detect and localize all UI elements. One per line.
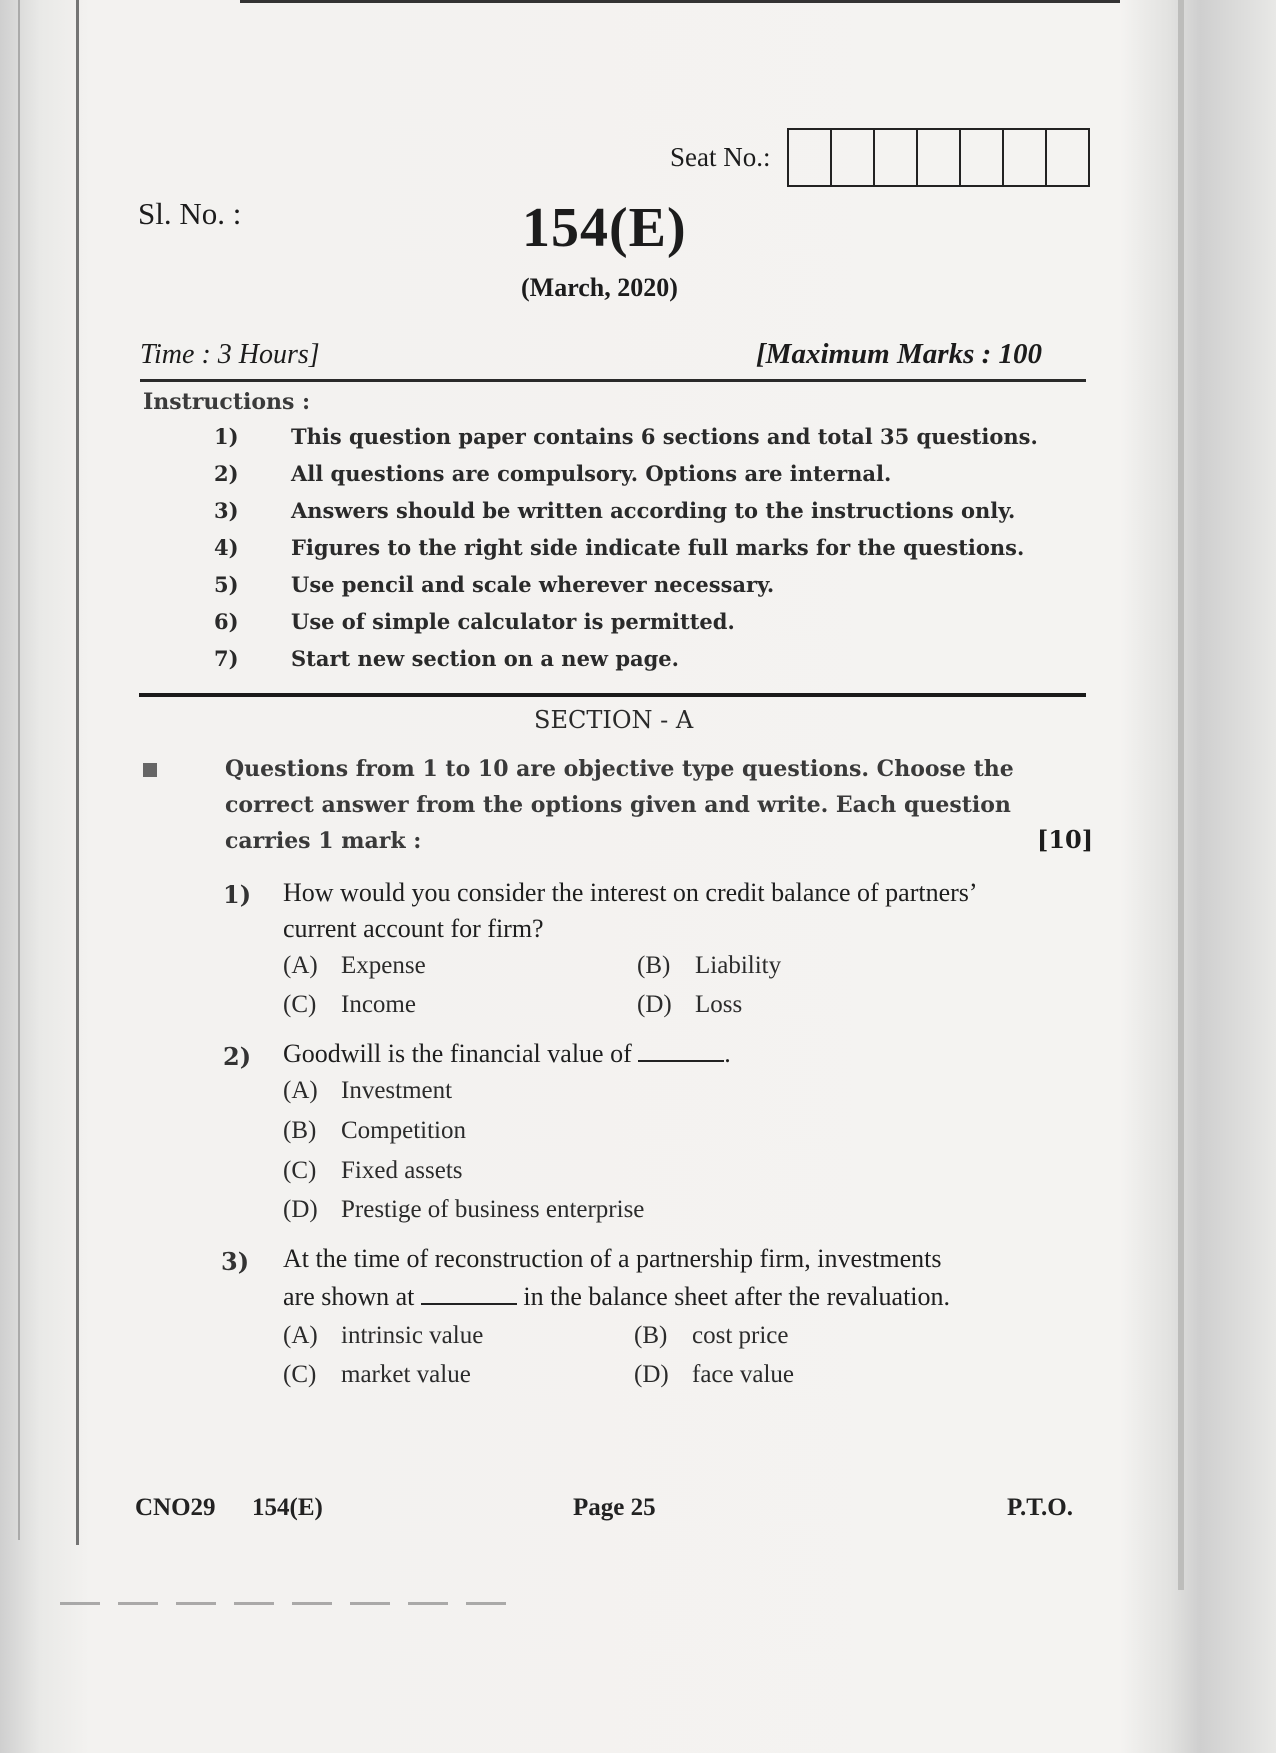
option-text: Fixed assets <box>341 1157 463 1184</box>
bottom-scan-mark <box>60 1602 520 1605</box>
question-text <box>283 1039 731 1069</box>
section-instructions <box>225 751 1014 859</box>
instructions-heading: Instructions : <box>143 389 311 415</box>
option-b <box>634 1322 788 1350</box>
option-a <box>283 1077 452 1105</box>
question-text-part: in the balance sheet after the revaluation. <box>523 1282 951 1311</box>
instruction-item <box>214 424 1038 461</box>
page-binding-line <box>76 0 79 1545</box>
option-text: intrinsic value <box>341 1322 484 1349</box>
option-c <box>283 1361 471 1389</box>
instruction-text: This question paper contains 6 sections and total 35 questions. <box>291 424 1038 449</box>
top-edge-line <box>240 0 1120 3</box>
option-text: Investment <box>341 1077 453 1104</box>
section-title: SECTION - A <box>534 706 694 734</box>
question-text: current account for firm? <box>283 914 544 943</box>
option-d <box>637 991 742 1019</box>
instructions-list <box>214 424 1038 683</box>
page-number: Page 25 <box>573 1494 656 1521</box>
question-number: 2) <box>223 1042 252 1071</box>
section-marks: [10] <box>1037 825 1094 854</box>
option-c <box>283 1157 463 1185</box>
seat-digit-box[interactable] <box>789 130 832 185</box>
question-text-part: Goodwill is the financial value of <box>283 1039 632 1068</box>
option-d <box>283 1196 644 1224</box>
instruction-text: Start new section on a new page. <box>291 646 679 671</box>
instruction-number: 3) <box>214 498 239 523</box>
instruction-number: 5) <box>214 572 239 597</box>
question-text: At the time of reconstruction of a partnership firm, investments <box>283 1244 942 1273</box>
option-label: (D) <box>634 1361 669 1388</box>
footer-code: CNO29 <box>135 1494 216 1521</box>
please-turn-over: P.T.O. <box>1007 1494 1073 1521</box>
seat-number-label: Seat No.: <box>670 142 771 172</box>
section-instruction-line: Questions from 1 to 10 are objective type questions. Choose the <box>225 756 1014 782</box>
square-bullet-icon <box>143 763 157 777</box>
section-instruction-line: carries 1 mark : <box>225 828 422 854</box>
time-allowed: Time : 3 Hours] <box>140 339 320 370</box>
option-text: cost price <box>692 1322 789 1349</box>
instruction-text: Answers should be written according to the instructions only. <box>291 498 1016 523</box>
instruction-number: 4) <box>214 535 239 560</box>
option-text: Prestige of business enterprise <box>341 1196 645 1223</box>
section-divider <box>139 693 1086 697</box>
instruction-text: All questions are compulsory. Options are internal. <box>291 461 892 486</box>
option-label: (D) <box>637 991 672 1018</box>
instruction-number: 7) <box>214 646 239 671</box>
footer-paper-code: 154(E) <box>252 1494 323 1521</box>
instruction-item <box>214 646 1038 683</box>
seat-digit-box[interactable] <box>918 130 961 185</box>
option-c <box>283 991 416 1019</box>
option-text: Liability <box>695 952 782 979</box>
answer-blank <box>638 1060 724 1062</box>
question-text-part: are shown at <box>283 1282 415 1311</box>
option-label: (B) <box>634 1322 668 1349</box>
instruction-text: Figures to the right side indicate full marks for the questions. <box>291 535 1025 560</box>
seat-number-boxes <box>787 128 1090 187</box>
instruction-item <box>214 498 1038 535</box>
maximum-marks: [Maximum Marks : 100 <box>756 338 1043 370</box>
option-label: (C) <box>283 1361 317 1388</box>
option-label: (A) <box>283 1322 318 1349</box>
header-divider <box>140 379 1086 382</box>
option-label: (B) <box>283 1117 317 1144</box>
seat-digit-box[interactable] <box>875 130 918 185</box>
option-label: (B) <box>637 952 671 979</box>
question-number: 1) <box>223 880 252 909</box>
option-b <box>283 1117 466 1145</box>
option-b <box>637 952 781 980</box>
instruction-item <box>214 461 1038 498</box>
seat-digit-box[interactable] <box>1004 130 1047 185</box>
instruction-number: 1) <box>214 424 239 449</box>
option-label: (A) <box>283 1077 318 1104</box>
instruction-text: Use pencil and scale wherever necessary. <box>291 572 775 597</box>
answer-blank <box>421 1303 517 1305</box>
question-text: How would you consider the interest on credit balance of partners’ <box>283 878 978 907</box>
option-label: (C) <box>283 1157 317 1184</box>
instruction-item <box>214 535 1038 572</box>
instruction-number: 6) <box>214 609 239 634</box>
option-label: (C) <box>283 991 317 1018</box>
option-d <box>634 1361 794 1389</box>
option-text: Income <box>341 991 416 1018</box>
option-text: face value <box>692 1361 795 1388</box>
option-a <box>283 952 426 980</box>
paper-code: 154(E) <box>522 197 687 259</box>
question-number: 3) <box>221 1247 250 1276</box>
seat-digit-box[interactable] <box>1047 130 1088 185</box>
question-text <box>283 1282 950 1312</box>
serial-number-label: Sl. No. : <box>138 196 242 231</box>
option-a <box>283 1322 483 1350</box>
option-label: (D) <box>283 1196 318 1223</box>
scan-edge-line <box>18 0 20 1540</box>
seat-digit-box[interactable] <box>832 130 875 185</box>
option-text: market value <box>341 1361 471 1388</box>
section-instruction-line: correct answer from the options given and write. Each question <box>225 792 1011 818</box>
instruction-number: 2) <box>214 461 239 486</box>
option-text: Competition <box>341 1117 466 1144</box>
option-text: Expense <box>341 952 426 979</box>
instruction-item <box>214 609 1038 646</box>
question-text-part: . <box>724 1039 731 1068</box>
option-label: (A) <box>283 952 318 979</box>
instruction-item <box>214 572 1038 609</box>
option-text: Loss <box>695 991 743 1018</box>
instruction-text: Use of simple calculator is permitted. <box>291 609 735 634</box>
exam-date: (March, 2020) <box>521 273 678 302</box>
page-edge-shadow <box>1178 0 1184 1590</box>
seat-digit-box[interactable] <box>961 130 1004 185</box>
